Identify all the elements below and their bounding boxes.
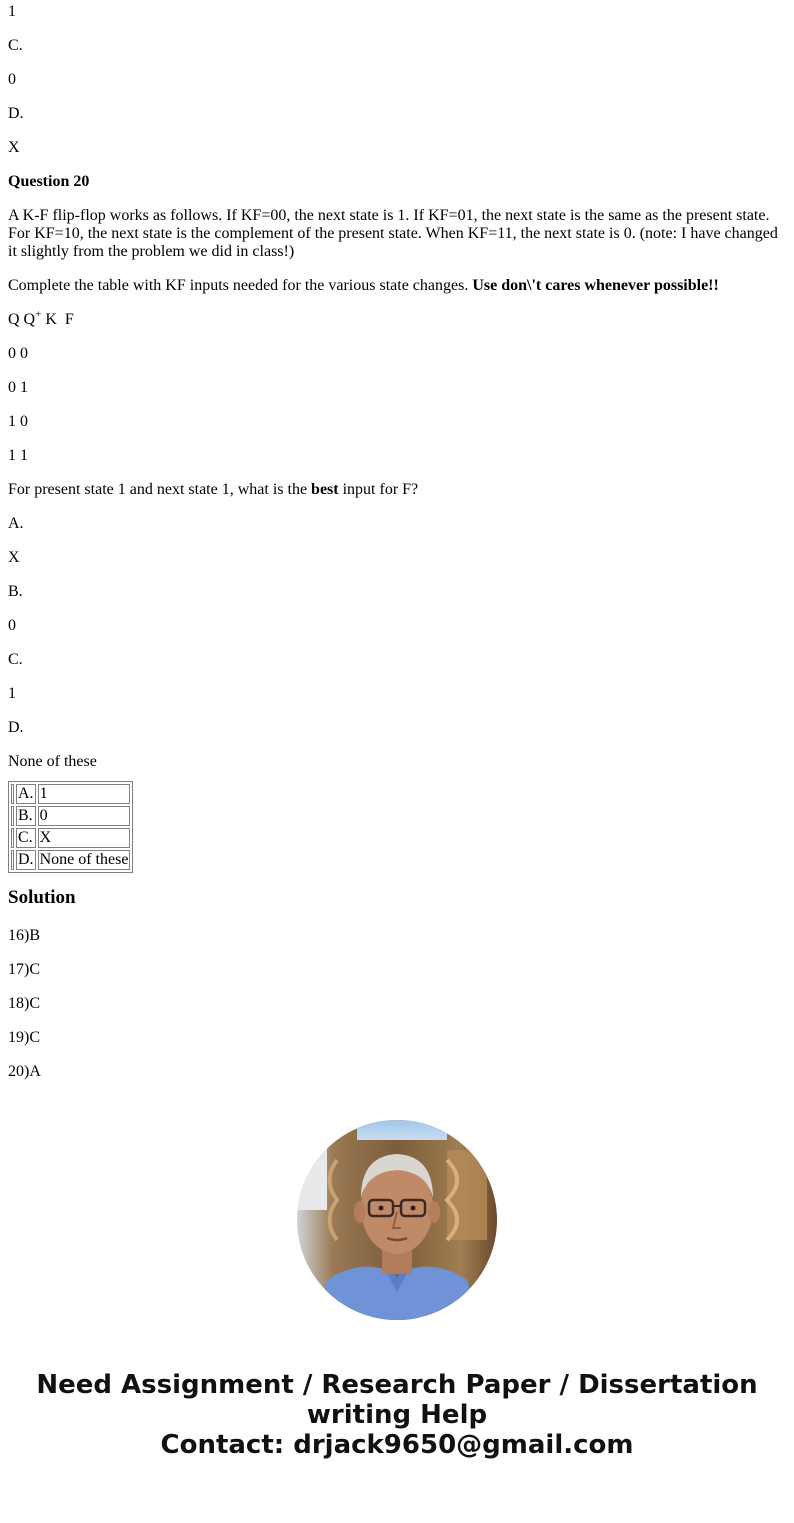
answer-choice-table (8, 781, 133, 873)
option-value: None of these (8, 753, 97, 770)
choice-row (11, 806, 130, 826)
tutor-avatar (297, 1120, 497, 1320)
promo-contact: Contact: drjack9650@gmail.com (160, 1430, 634, 1460)
solution-answer: 17)C (8, 961, 40, 978)
solution-answer: 20)A (8, 1063, 41, 1080)
prev-line: 0 (8, 71, 16, 88)
prompt-text: For present state 1 and next state 1, what is the (8, 481, 312, 498)
choice-letter: C. (16, 828, 36, 848)
choice-row (11, 784, 130, 804)
prev-line: D. (8, 105, 24, 122)
state-row: 0 1 (8, 379, 28, 396)
question-instruction (8, 277, 786, 295)
choice-value: 1 (38, 784, 131, 804)
prev-line: 1 (8, 3, 16, 20)
question-prompt (8, 481, 786, 499)
option-letter: D. (8, 719, 24, 736)
state-row: 0 0 (8, 345, 28, 362)
header-f: F (64, 311, 74, 328)
choice-row (11, 850, 130, 870)
header-q: Q Q (8, 311, 36, 328)
choice-value: 0 (38, 806, 131, 826)
choice-value: None of these (39, 851, 129, 868)
choice-row (11, 828, 130, 848)
solution-answer: 18)C (8, 995, 40, 1012)
header-k: K (41, 311, 57, 328)
tutor-portrait-image (297, 1120, 497, 1320)
header-q-plus: + (35, 308, 42, 321)
kf-table-header (8, 308, 786, 329)
prompt-emphasis: best (311, 481, 339, 498)
solution-answer: 19)C (8, 1029, 40, 1046)
option-value: X (8, 549, 20, 566)
option-letter: A. (8, 515, 24, 532)
instruction-emphasis: Use don\'t cares whenever possible!! (472, 277, 719, 294)
solution-answer: 16)B (8, 927, 40, 944)
option-letter: B. (8, 583, 23, 600)
prompt-text-end: input for F? (338, 481, 419, 498)
promo-banner (0, 1370, 794, 1460)
state-row: 1 0 (8, 413, 28, 430)
choice-letter: B. (16, 806, 36, 826)
prev-line: X (8, 139, 20, 156)
promo-line: Need Assignment / Research Paper / Dissertation (36, 1370, 758, 1400)
choice-value: X (38, 828, 131, 848)
state-row: 1 1 (8, 447, 28, 464)
choice-letter: D. (18, 851, 34, 868)
choice-letter: A. (18, 785, 34, 802)
option-value: 0 (8, 617, 16, 634)
prev-line: C. (8, 37, 23, 54)
tutor-photo-container (0, 1120, 794, 1320)
option-letter: C. (8, 651, 23, 668)
question-body: A K-F flip-flop works as follows. If KF=00, the next state is 1. If KF=01, the next state is the same as the present state. For KF=10, the next state is the complement of the present state. When KF=11, the next state is 0. (note: I have changed it slightly from the problem we did in class!) (8, 207, 778, 260)
option-value: 1 (8, 685, 16, 702)
question-title: Question 20 (8, 173, 90, 190)
instruction-text: Complete the table with KF inputs needed for the various state changes. (8, 277, 473, 294)
promo-line: writing Help (306, 1400, 488, 1430)
solution-heading: Solution (8, 887, 76, 908)
